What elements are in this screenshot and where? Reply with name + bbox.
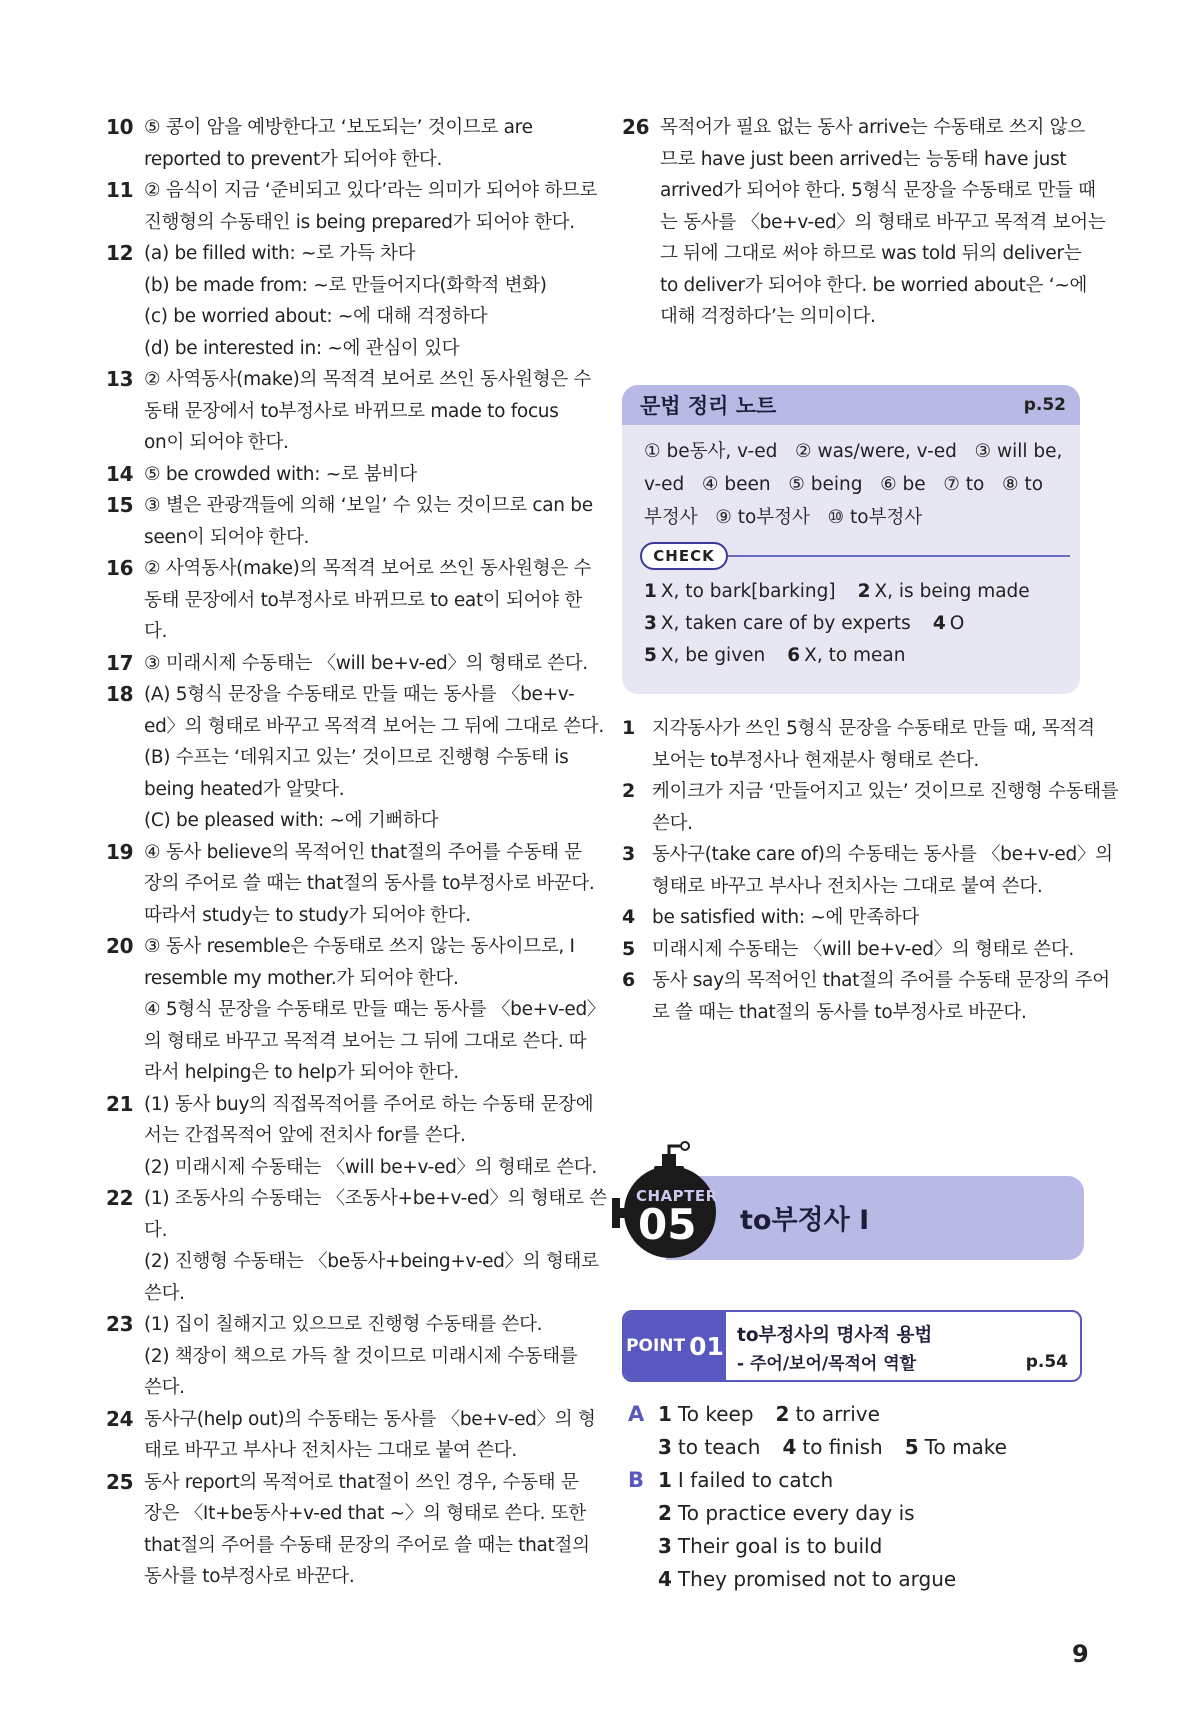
answer-text: They promised not to argue [677, 1567, 957, 1591]
text-line: (C) be pleased with: ~에 기뻐하다 [144, 810, 439, 831]
text-line: (b) be made from: ~로 만들어지다(화학적 변화) [144, 274, 547, 296]
text-line: 동사 say의 목적어인 that절의 주어를 수동태 문장의 주어 [652, 970, 1110, 991]
grammar-note-box [622, 385, 1080, 694]
explanation-item [106, 553, 592, 648]
answer-row [628, 1530, 1007, 1563]
text-line: (2) 진행형 수동태는 〈be동사+being+v-ed〉의 형태로 [144, 1251, 599, 1272]
item-text [660, 112, 1105, 333]
text-line: on이 되어야 한다. [144, 432, 289, 453]
check-answer-text: O [949, 613, 965, 634]
item-text [652, 776, 1118, 839]
grammar-note-title: 문법 정리 노트 [640, 394, 777, 418]
answer-text: To keep [677, 1402, 754, 1426]
text-line: (d) be interested in: ~에 관심이 있다 [144, 337, 460, 359]
text-line: 쓴다. [144, 1282, 185, 1304]
item-number: 3 [622, 843, 635, 865]
note-answer-line: v-ed ④ been ⑤ being ⑥ be ⑦ to ⑧ to [644, 474, 1044, 495]
text-line: (2) 미래시제 수동태는 〈will be+v-ed〉의 형태로 쓴다. [144, 1156, 597, 1178]
check-answer-row [644, 640, 1066, 672]
explanation-item [106, 931, 606, 1089]
check-answers [622, 572, 1080, 672]
text-line: 장의 주어로 쓸 때는 that절의 동사를 to부정사로 바꾼다. [144, 873, 595, 894]
text-line: ③ 별은 관광객들에 의해 ‘보일’ 수 있는 것이므로 can be [144, 495, 593, 516]
text-line: (2) 책장이 책으로 가득 찰 것이므로 미래시제 수동태를 [144, 1345, 578, 1367]
text-line: to deliver가 되어야 한다. be worried about은 ‘~에 [660, 274, 1088, 296]
text-line: ed〉의 형태로 바꾸고 목적격 보어는 그 뒤에 그대로 쓴다. [144, 715, 604, 737]
text-line: 대해 걱정하다’는 의미이다. [660, 306, 876, 327]
text-line: reported to prevent가 되어야 한다. [144, 148, 443, 170]
text-line: ② 사역동사(make)의 목적격 보어로 쓰인 동사원형은 수 [144, 369, 592, 390]
text-line: ③ 동사 resemble은 수동태로 쓰지 않는 동사이므로, I [144, 936, 575, 957]
answer-cells [658, 1530, 882, 1563]
item-text [144, 1183, 607, 1309]
text-line: ⑤ 콩이 암을 예방한다고 ‘보도되는’ 것이므로 are [144, 117, 533, 138]
text-line: 케이크가 지금 ‘만들어지고 있는’ 것이므로 진행형 수동태를 [652, 781, 1119, 802]
item-text [144, 679, 604, 837]
grammar-note-answers [622, 425, 1080, 534]
answer-cell [658, 1530, 882, 1563]
answer-letter [628, 1431, 658, 1464]
item-text [144, 238, 568, 364]
answer-letter [628, 1530, 658, 1563]
check-answer [858, 581, 1030, 602]
explanation-item [622, 965, 1110, 1028]
item-number: 10 [106, 115, 134, 139]
item-text [652, 934, 1092, 966]
chapter-banner [608, 1140, 1084, 1258]
explanation-item [106, 364, 592, 459]
item-text [652, 839, 1113, 902]
text-line: 쓴다. [652, 812, 693, 834]
explanation-item [106, 837, 595, 932]
item-number: 2 [622, 780, 635, 802]
text-line: 태로 바꾸고 부사나 전치사는 그대로 붙여 쓴다. [144, 1440, 517, 1461]
text-line: (B) 수프는 ‘데워지고 있는’ 것이므로 진행형 수동태 is [144, 747, 569, 768]
check-answer [933, 613, 964, 634]
text-line: ⑤ be crowded with: ~로 붐비다 [144, 463, 417, 485]
grammar-note-header [622, 385, 1080, 425]
explanation-item [622, 713, 1095, 776]
answer-cells [658, 1563, 956, 1596]
point-answers [628, 1398, 1007, 1596]
text-line: 로 쓸 때는 that절의 동사를 to부정사로 바꾼다. [652, 1001, 1027, 1023]
item-text [144, 364, 591, 459]
text-line: 다. [144, 621, 168, 642]
text-line: 므로 have just been arrived는 능동태 have just [660, 148, 1067, 170]
answer-letter [628, 1497, 658, 1530]
check-answer-number: 2 [857, 581, 871, 602]
explanation-item [622, 112, 1106, 333]
point-number: 01 [689, 1331, 724, 1361]
item-number: 26 [622, 115, 650, 139]
text-line: (a) be filled with: ~로 가득 차다 [144, 243, 416, 264]
check-divider [728, 555, 1070, 557]
text-line: 는 동사를 〈be+v-ed〉의 형태로 바꾸고 목적격 보어는 [660, 211, 1106, 233]
item-number: 16 [106, 556, 134, 580]
explanation-item [106, 238, 568, 364]
text-line: 동태 문장에서 to부정사로 바뀌므로 to eat이 되어야 한 [144, 589, 582, 611]
explanation-item [106, 112, 568, 175]
check-answer-number: 5 [644, 645, 657, 666]
text-line: be satisfied with: ~에 만족하다 [652, 907, 919, 928]
answer-text: to arrive [795, 1402, 880, 1426]
answer-cells [658, 1464, 833, 1497]
text-line: 미래시제 수동태는 〈will be+v-ed〉의 형태로 쓴다. [652, 938, 1075, 960]
answer-letter: A [628, 1402, 645, 1426]
answer-row [628, 1497, 1007, 1530]
item-text [144, 1467, 590, 1593]
note-answer-line: 부정사 ⑨ to부정사 ⑩ to부정사 [644, 507, 923, 528]
chapter-label: CHAPTER [636, 1187, 718, 1205]
text-line: (c) be worried about: ~에 대해 걱정하다 [144, 306, 488, 327]
check-answer-text: X, to bark[barking] [660, 581, 836, 602]
text-line: 동사구(help out)의 수동태는 동사를 〈be+v-ed〉의 형 [144, 1408, 596, 1430]
page-number: 9 [1072, 1640, 1089, 1668]
point-box [622, 1310, 1082, 1382]
explanation-item [106, 459, 568, 491]
item-number: 20 [106, 934, 134, 958]
answer-number: 3 [658, 1534, 672, 1558]
point-label: POINT [626, 1336, 686, 1356]
item-number: 5 [622, 937, 635, 960]
item-text [144, 1309, 577, 1404]
answer-row [628, 1431, 1007, 1464]
answer-number: 5 [904, 1435, 919, 1459]
point-subtitle: - 주어/보어/목적어 역할 [737, 1354, 917, 1374]
right-top-item [622, 112, 1106, 333]
answer-text: To make [924, 1435, 1007, 1459]
left-column [106, 112, 607, 1593]
answer-cell [658, 1431, 760, 1464]
text-line: (1) 집이 칠해지고 있으므로 진행형 수동태를 쓴다. [144, 1314, 543, 1335]
check-answer-text: X, taken care of by experts [660, 613, 911, 634]
answer-text: to finish [802, 1435, 883, 1459]
answer-number: 2 [775, 1402, 790, 1426]
right-explanations [622, 713, 1119, 1028]
point-tag [624, 1312, 726, 1380]
item-number: 12 [106, 241, 134, 265]
text-line: 목적어가 필요 없는 동사 arrive는 수동태로 쓰지 않으 [660, 117, 1085, 138]
check-answer [644, 645, 765, 666]
text-line: ② 음식이 지금 ‘준비되고 있다’라는 의미가 되어야 하므로 [144, 180, 598, 201]
answer-cell [658, 1497, 915, 1530]
text-line: (A) 5형식 문장을 수동태로 만들 때는 동사를 〈be+v- [144, 684, 575, 705]
answer-text: Their goal is to build [677, 1534, 883, 1558]
explanation-item [622, 776, 1119, 839]
answer-cell [905, 1431, 1007, 1464]
item-number: 1 [622, 717, 635, 739]
answer-row [628, 1398, 1007, 1431]
answer-cell [658, 1563, 956, 1596]
text-line: resemble my mother.가 되어야 한다. [144, 967, 459, 989]
text-line: (1) 조동사의 수동태는 〈조동사+be+v-ed〉의 형태로 쓴 [144, 1188, 607, 1209]
text-line: ② 사역동사(make)의 목적격 보어로 쓰인 동사원형은 수 [144, 558, 592, 579]
answer-number: 1 [658, 1402, 672, 1426]
item-number: 14 [106, 461, 134, 486]
text-line: that절의 주어를 수동태 문장의 주어로 쓸 때는 that절의 [144, 1534, 590, 1556]
item-text [144, 459, 568, 491]
answer-row [628, 1464, 1007, 1497]
check-answer-row [644, 608, 1066, 640]
answer-cells [658, 1398, 880, 1431]
answer-number: 3 [658, 1435, 672, 1459]
answer-cell [782, 1431, 882, 1464]
item-number: 25 [106, 1469, 134, 1494]
explanation-item [622, 902, 1092, 934]
answer-cell [776, 1398, 880, 1431]
answer-number: 1 [658, 1468, 672, 1492]
text-line: 지각동사가 쓰인 5형식 문장을 수동태로 만들 때, 목적격 [652, 718, 1095, 739]
point-page: p.54 [1025, 1352, 1068, 1372]
chapter-number: 05 [638, 1200, 697, 1249]
answer-cells [658, 1497, 915, 1530]
item-number: 13 [106, 367, 134, 391]
text-line: 동사를 to부정사로 바꾼다. [144, 1566, 355, 1587]
answer-cells [658, 1431, 1007, 1464]
answer-letter: B [628, 1468, 645, 1492]
text-line: (1) 동사 buy의 직접목적어를 주어로 하는 수동태 문장에 [144, 1093, 594, 1115]
explanation-item [106, 679, 604, 837]
text-line: 동사 report의 목적어로 that절이 쓰인 경우, 수동태 문 [144, 1471, 579, 1493]
item-text [144, 175, 597, 238]
item-text [652, 965, 1110, 1028]
item-number: 21 [106, 1091, 134, 1116]
text-line: 라서 helping은 to help가 되어야 한다. [144, 1062, 459, 1083]
answer-text: I failed to catch [677, 1468, 834, 1492]
item-number: 11 [106, 178, 134, 202]
item-text [144, 931, 605, 1089]
answer-text: To practice every day is [677, 1501, 915, 1525]
text-line: 다. [144, 1219, 168, 1241]
text-line: 따라서 study는 to study가 되어야 한다. [144, 904, 471, 926]
text-line: 보어는 to부정사나 현재분사 형태로 쓴다. [652, 749, 980, 771]
explanation-item [622, 934, 1092, 966]
explanation-item [106, 1089, 597, 1184]
note-answer-line: ① be동사, v-ed ② was/were, v-ed ③ will be, [644, 441, 1063, 462]
text-line: seen이 되어야 한다. [144, 526, 310, 548]
check-answer-row [644, 576, 1066, 608]
text-line: 쓴다. [144, 1377, 185, 1398]
check-row [640, 540, 1080, 572]
point-title: to부정사의 명사적 용법 [737, 1325, 933, 1346]
item-number: 6 [622, 969, 635, 991]
text-line: 서는 간접목적어 앞에 전치사 for를 쓴다. [144, 1125, 466, 1146]
check-answer-number: 6 [787, 645, 801, 666]
answer-cell [658, 1464, 833, 1497]
answer-text: to teach [677, 1435, 761, 1459]
explanation-item [106, 1404, 596, 1467]
check-badge: CHECK [640, 542, 728, 570]
text-line: ③ 미래시제 수동태는 〈will be+v-ed〉의 형태로 쓴다. [144, 652, 588, 674]
check-answer-number: 4 [932, 613, 946, 634]
item-text [144, 1089, 597, 1184]
grammar-note-page: p.52 [1023, 395, 1066, 415]
answer-number: 2 [658, 1501, 672, 1525]
text-line: ④ 동사 believe의 목적어인 that절의 주어를 수동태 문 [144, 841, 582, 863]
explanation-item [106, 1467, 590, 1593]
answer-row [628, 1563, 1007, 1596]
answer-cell [658, 1398, 754, 1431]
item-text [144, 648, 588, 680]
check-answer-text: X, is being made [874, 581, 1030, 602]
item-text [144, 112, 568, 175]
text-line: ④ 5형식 문장을 수동태로 만들 때는 동사를 〈be+v-ed〉 [144, 999, 606, 1020]
text-line: 동태 문장에서 to부정사로 바뀌므로 made to focus [144, 400, 559, 422]
explanation-item [106, 1309, 578, 1404]
text-line: 장은 〈It+be동사+v-ed that ~〉의 형태로 쓴다. 또한 [144, 1503, 586, 1524]
item-number: 4 [622, 906, 635, 928]
item-text [144, 1404, 596, 1467]
text-line: 진행형의 수동태인 is being prepared가 되어야 한다. [144, 211, 575, 233]
item-number: 15 [106, 493, 134, 517]
item-number: 17 [106, 650, 134, 675]
explanation-item [106, 1183, 607, 1309]
explanation-item [106, 648, 588, 680]
check-answer-number: 3 [644, 613, 657, 634]
chapter-title: to부정사 I [740, 1205, 870, 1236]
item-text [652, 902, 1092, 934]
explanation-item [622, 839, 1113, 902]
answer-number: 4 [658, 1567, 672, 1591]
check-answer [644, 613, 911, 634]
text-line: being heated가 알맞다. [144, 778, 345, 800]
check-answer [787, 645, 905, 666]
text-line: 동사구(take care of)의 수동태는 동사를 〈be+v-ed〉의 [652, 844, 1113, 865]
answer-number: 4 [782, 1435, 797, 1459]
item-number: 24 [106, 1406, 134, 1431]
item-number: 22 [106, 1186, 134, 1210]
item-number: 23 [106, 1312, 134, 1336]
check-answer-text: X, to mean [804, 645, 906, 666]
check-answer [644, 581, 836, 602]
item-number: 19 [106, 839, 134, 864]
explanation-item [106, 175, 598, 238]
item-text [652, 713, 1095, 776]
item-text [144, 553, 591, 648]
text-line: 의 형태로 바꾸고 목적격 보어는 그 뒤에 그대로 쓴다. 따 [144, 1030, 587, 1052]
check-answer-number: 1 [644, 581, 657, 602]
answer-letter [628, 1563, 658, 1596]
item-number: 18 [106, 682, 134, 706]
text-line: 그 뒤에 그대로 써야 하므로 was told 뒤의 deliver는 [660, 243, 1082, 264]
item-text [144, 837, 594, 932]
explanation-item [106, 490, 593, 553]
item-text [144, 490, 593, 553]
check-answer-text: X, be given [660, 645, 766, 666]
text-line: 형태로 바꾸고 부사나 전치사는 그대로 붙여 쓴다. [652, 875, 1043, 897]
text-line: arrived가 되어야 한다. 5형식 문장을 수동태로 만들 때 [660, 180, 1096, 201]
